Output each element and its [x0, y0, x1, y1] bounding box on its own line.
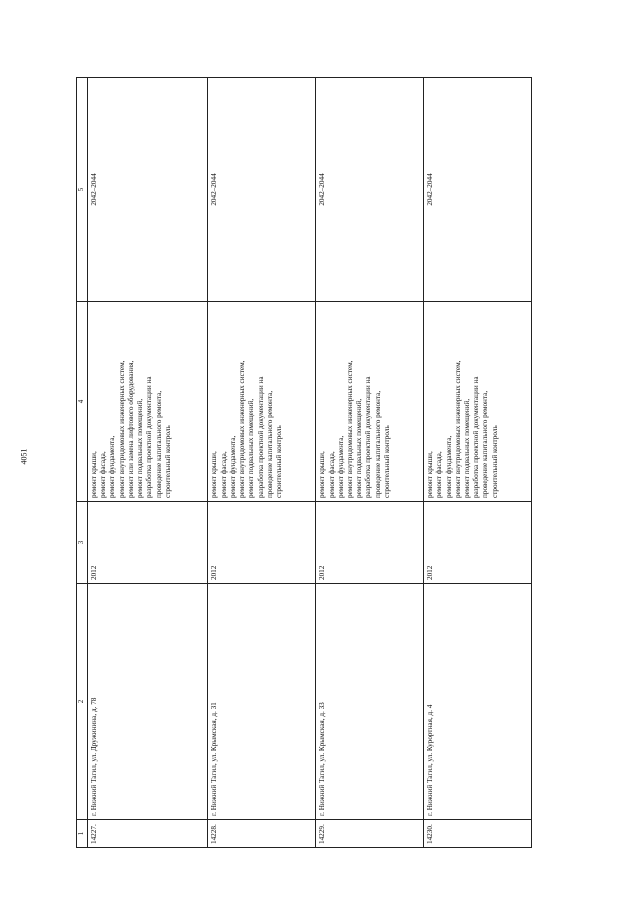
work-item: ремонт крыши,: [210, 451, 219, 498]
column-header-5: 5: [77, 78, 88, 302]
work-item: проведение капитального ремонта,: [481, 390, 490, 498]
work-item: ремонт крыши,: [90, 451, 98, 498]
row-number: 14228.: [208, 820, 316, 848]
column-header-2: 2: [77, 584, 88, 820]
work-item: разработка проектной документации на: [256, 376, 265, 498]
work-item: ремонт внутридомовых инженерных систем,: [345, 360, 354, 498]
column-header-3: 3: [77, 502, 88, 584]
work-item: ремонт подвальных помещений,: [247, 398, 256, 498]
row-number: 14227.: [88, 820, 208, 848]
address-cell: г. Нижний Тагил, ул. Дружинина, д. 78: [88, 584, 208, 820]
work-item: разработка проектной документации на: [145, 376, 154, 498]
period-cell: 2042–2044: [316, 78, 424, 302]
work-item: ремонт фундамента,: [108, 435, 117, 498]
year-cell: 2012: [88, 502, 208, 584]
repair-schedule-table: [76, 77, 532, 848]
page-number: 4051: [19, 448, 29, 465]
work-item: ремонт фасада,: [99, 451, 108, 498]
year-cell: 2012: [424, 502, 532, 584]
period-cell: 2042–2044: [208, 78, 316, 302]
works-cell: [424, 302, 532, 502]
work-item: проведение капитального ремонта,: [154, 390, 163, 498]
work-item: ремонт фасада,: [327, 451, 336, 498]
work-item: разработка проектной документации на: [472, 376, 481, 498]
work-item: ремонт крыши,: [426, 451, 435, 498]
work-item: ремонт внутридомовых инженерных систем,: [238, 360, 247, 498]
work-item: проведение капитального ремонта,: [373, 390, 382, 498]
table-row: [88, 78, 208, 848]
work-item: ремонт подвальных помещений,: [463, 398, 472, 498]
work-item: ремонт фасада,: [435, 451, 444, 498]
period-cell: 2042–2044: [424, 78, 532, 302]
work-item: ремонт внутридомовых инженерных систем,: [453, 360, 462, 498]
works-cell: [208, 302, 316, 502]
address-cell: г. Нижний Тагил, ул. Крымская, д. 33: [316, 584, 424, 820]
rotated-table-container: [76, 78, 532, 848]
year-cell: 2012: [208, 502, 316, 584]
works-cell: [88, 302, 208, 502]
row-number: 14229.: [316, 820, 424, 848]
table-row: [208, 78, 316, 848]
address-cell: г. Нижний Тагил, ул. Курортная, д. 4: [424, 584, 532, 820]
work-item: ремонт фасада,: [219, 451, 228, 498]
work-item: ремонт или замена лифтового оборудования,: [126, 360, 135, 498]
work-item: ремонт подвальных помещений,: [355, 398, 364, 498]
work-item: ремонт подвальных помещений,: [136, 398, 145, 498]
work-item: ремонт фундамента,: [228, 435, 237, 498]
work-item: строительный контроль: [274, 425, 283, 498]
table-row: [424, 78, 532, 848]
work-item: строительный контроль: [382, 425, 391, 498]
row-number: 14230.: [424, 820, 532, 848]
work-item: ремонт внутридомовых инженерных систем,: [117, 360, 126, 498]
works-cell: [316, 302, 424, 502]
address-cell: г. Нижний Тагил, ул. Крымская, д. 31: [208, 584, 316, 820]
work-item: строительный контроль: [163, 425, 172, 498]
work-item: ремонт крыши,: [318, 451, 327, 498]
header-row: [77, 78, 88, 848]
work-item: разработка проектной документации на: [364, 376, 373, 498]
column-header-4: 4: [77, 302, 88, 502]
work-item: проведение капитального ремонта,: [265, 390, 274, 498]
work-item: ремонт фундамента,: [336, 435, 345, 498]
column-header-1: 1: [77, 820, 88, 848]
table-frame: [76, 78, 532, 848]
work-item: ремонт фундамента,: [444, 435, 453, 498]
table-row: [316, 78, 424, 848]
work-item: строительный контроль: [490, 425, 499, 498]
year-cell: 2012: [316, 502, 424, 584]
period-cell: 2042–2044: [88, 78, 208, 302]
